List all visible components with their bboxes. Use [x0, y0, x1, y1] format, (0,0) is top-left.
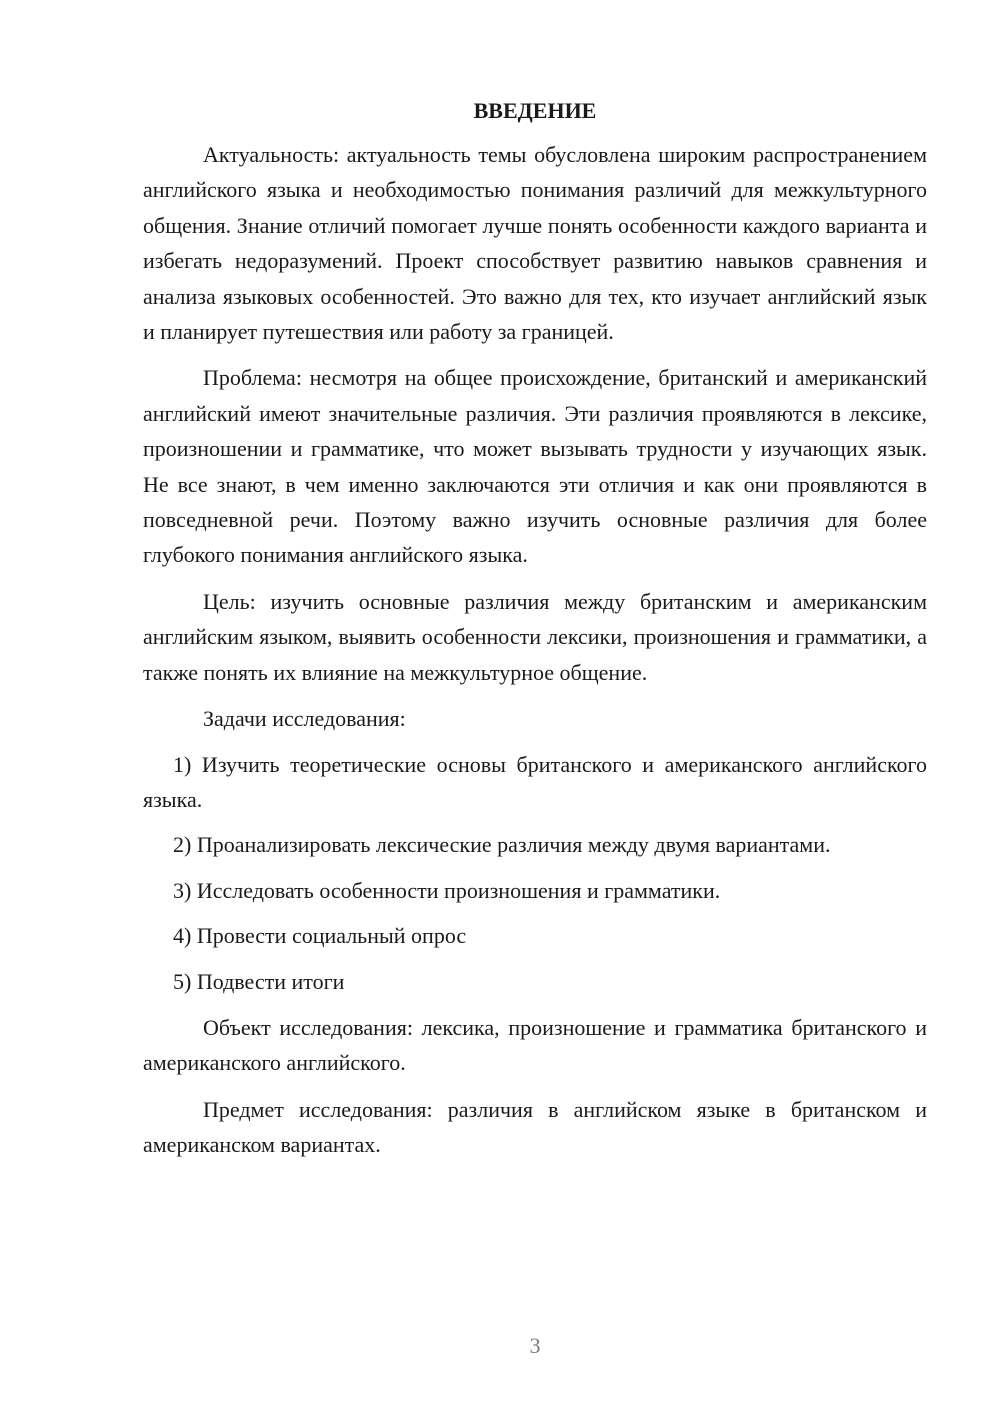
- object-paragraph: Объект исследования: лексика, произношение и грамматика британского и американского английского.: [143, 1014, 927, 1076]
- list-item: 5) Подвести итоги: [173, 968, 345, 994]
- relevance-paragraph: Актуальность: актуальность темы обусловлена широким распространением английского языка и необходимостью понимания различий для межкультурного общения. Знание отличий помогает лучше понять особенности каждого варианта и избегать недоразумений. Проект способствует развитию навыков сравнения и анализа языковых особенностей. Это важно для тех, кто изучает английский язык и планирует путешествия или работу за границей.: [143, 142, 927, 345]
- tasks-list: [143, 747, 927, 999]
- list-item: 1) Изучить теоретические основы британского и американского английского языка.: [143, 751, 927, 812]
- tasks-heading: Задачи исследования:: [203, 706, 406, 732]
- list-item: 3) Исследовать особенности произношения и грамматики.: [173, 877, 721, 903]
- page-title: ВВЕДЕНИЕ: [473, 98, 597, 123]
- goal-paragraph: Цель: изучить основные различия между британским и американским английским языком, выявить особенности лексики, произношения и грамматики, а также понять их влияние на межкультурное общение.: [143, 588, 927, 685]
- problem-paragraph: Проблема: несмотря на общее происхождение, британский и американский английский имеют значительные различия. Эти различия проявляются в лексике, произношении и грамматике, что может вызывать трудности у изучающих язык. Не все знают, в чем именно заключаются эти отличия и как они проявляются в повседневной речи. Поэтому важно изучить основные различия для более глубокого понимания английского языка.: [143, 365, 927, 568]
- list-item: 2) Проанализировать лексические различия между двумя вариантами.: [173, 832, 831, 858]
- page-number: 3: [529, 1333, 541, 1358]
- page-content: [143, 96, 927, 1163]
- list-item: 4) Провести социальный опрос: [173, 923, 467, 949]
- subject-paragraph: Предмет исследования: различия в английском языке в британском и американском вариантах.: [143, 1096, 927, 1158]
